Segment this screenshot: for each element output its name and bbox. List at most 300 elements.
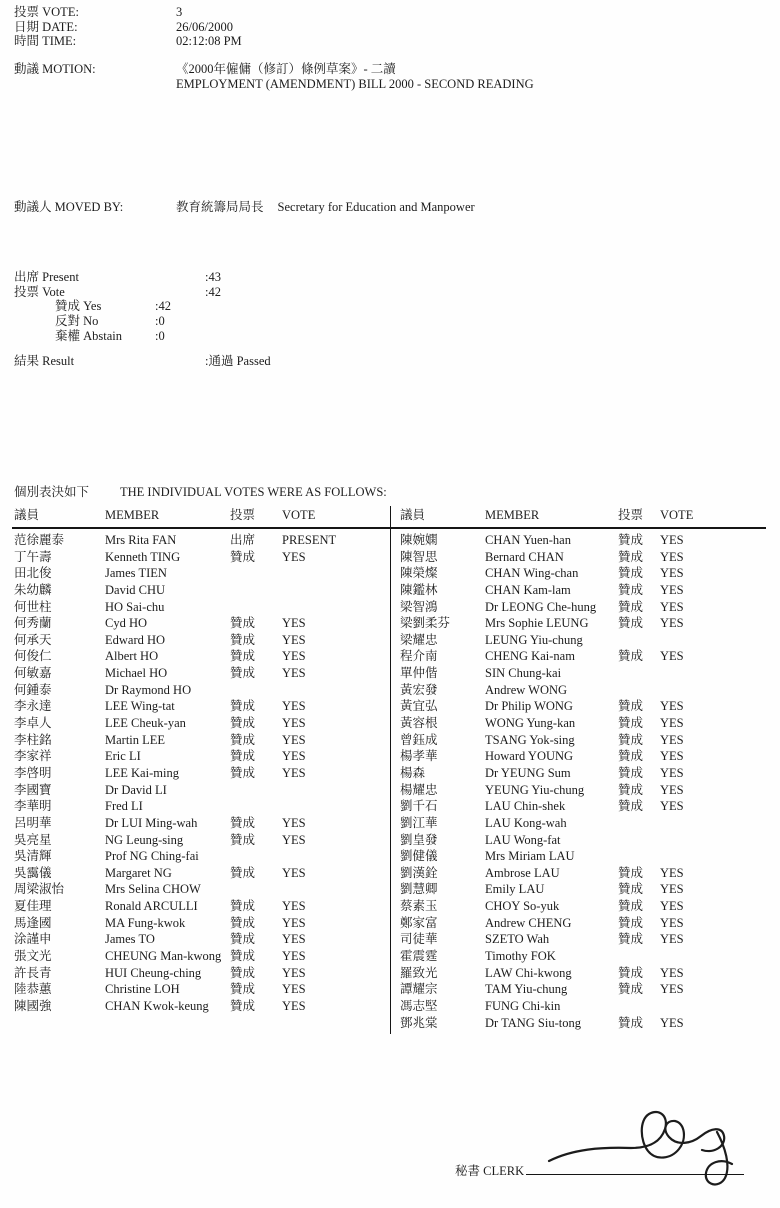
vote-cast-zh: 贊成 xyxy=(230,998,256,1013)
vote-cast-en: YES xyxy=(660,1015,684,1030)
vote-table-right-body xyxy=(390,529,780,1031)
vote-row xyxy=(0,532,390,549)
result-label: 結果 Result xyxy=(14,354,75,369)
member-name-zh: 何俊仁 xyxy=(14,649,52,664)
vote-cast-zh: 贊成 xyxy=(230,549,256,564)
member-name-zh: 許長青 xyxy=(14,965,52,980)
yes-value: :42 xyxy=(155,299,171,314)
vote-cast-zh xyxy=(230,881,282,898)
vote-cast-en: YES xyxy=(660,716,684,731)
member-name-en: LEE Cheuk-yan xyxy=(105,716,186,731)
header-vote-zh: 投票 xyxy=(618,508,644,522)
vote-cast-zh: 贊成 xyxy=(618,865,644,880)
vote-cast-zh: 贊成 xyxy=(230,749,256,764)
vote-cast-en: YES xyxy=(282,716,306,731)
member-name-zh: 劉慧卿 xyxy=(400,882,438,897)
member-name-en: CHAN Kwok-keung xyxy=(105,998,209,1013)
member-name-en: MA Fung-kwok xyxy=(105,915,186,930)
vote-cast-en xyxy=(282,682,390,699)
vote-cast-en: YES xyxy=(282,899,306,914)
summary-present xyxy=(14,270,434,285)
vote-cast-zh: 贊成 xyxy=(230,815,256,830)
vote-row xyxy=(390,599,780,616)
vote-label: 投票 Vote xyxy=(14,284,65,299)
member-name-zh: 劉江華 xyxy=(400,815,438,830)
vote-row xyxy=(390,798,780,815)
vote-cast-en xyxy=(282,848,390,865)
member-name-en: Dr David LI xyxy=(105,782,167,797)
member-name-zh: 鄧兆棠 xyxy=(400,1015,438,1030)
member-name-zh: 劉健儀 xyxy=(400,849,438,864)
vote-cast-zh xyxy=(618,948,660,965)
member-name-en: Dr YEUNG Sum xyxy=(485,765,571,780)
vote-cast-zh: 贊成 xyxy=(618,732,644,747)
motion-label: 動議 MOTION: xyxy=(14,62,96,76)
vote-row xyxy=(390,732,780,749)
member-name-zh: 李國寶 xyxy=(14,782,52,797)
vote-row xyxy=(0,931,390,948)
member-name-en: LEUNG Yiu-chung xyxy=(485,632,583,647)
vote-row xyxy=(390,931,780,948)
yes-label: 贊成 Yes xyxy=(55,299,102,314)
member-name-zh: 李華明 xyxy=(14,799,52,814)
member-name-zh: 楊森 xyxy=(400,765,426,780)
vote-table-right xyxy=(390,505,780,1031)
vote-cast-zh: 贊成 xyxy=(618,649,644,664)
vote-cast-zh: 贊成 xyxy=(618,599,644,614)
vote-row xyxy=(390,532,780,549)
vote-cast-zh xyxy=(230,565,282,582)
vote-cast-en: YES xyxy=(660,865,684,880)
member-name-zh: 吳靄儀 xyxy=(14,865,52,880)
member-name-en: Fred LI xyxy=(105,799,143,814)
member-name-en: LAU Chin-shek xyxy=(485,799,566,814)
motion-title-zh: 《2000年僱傭（修訂）條例草案》- 二讀 xyxy=(176,62,396,76)
vote-cast-en: YES xyxy=(660,882,684,897)
member-name-zh: 陸恭蕙 xyxy=(14,982,52,997)
member-name-zh: 李永達 xyxy=(14,699,52,714)
member-name-en: Martin LEE xyxy=(105,732,166,747)
vote-row xyxy=(390,549,780,566)
vote-cast-en xyxy=(660,948,780,965)
vote-row xyxy=(390,815,780,832)
motion-values xyxy=(176,62,534,92)
moved-by-en: Secretary for Education and Manpower xyxy=(277,200,475,214)
vote-cast-en xyxy=(660,998,780,1015)
member-name-en: Margaret NG xyxy=(105,865,172,880)
motion-title-en: EMPLOYMENT (AMENDMENT) BILL 2000 - SECOND READING xyxy=(176,77,534,91)
member-name-zh: 陳婉嫻 xyxy=(400,533,438,547)
motion-block xyxy=(14,62,770,92)
member-name-en: Kenneth TING xyxy=(105,549,181,564)
vote-row xyxy=(0,599,390,616)
member-name-en: Christine LOH xyxy=(105,982,180,997)
vote-cast-zh: 贊成 xyxy=(230,699,256,714)
vote-row xyxy=(0,998,390,1015)
vote-cast-zh: 贊成 xyxy=(230,949,256,964)
member-name-zh: 丁午壽 xyxy=(14,549,52,564)
vote-cast-en: YES xyxy=(282,832,306,847)
member-name-en: Mrs Sophie LEUNG xyxy=(485,616,589,631)
vote-cast-en: YES xyxy=(660,982,684,997)
vote-cast-zh: 贊成 xyxy=(618,716,644,731)
vote-table-left xyxy=(0,505,390,1015)
member-name-en: Dr Philip WONG xyxy=(485,699,573,714)
vote-cast-zh: 贊成 xyxy=(618,699,644,714)
vote-cast-en: YES xyxy=(660,616,684,631)
vote-row xyxy=(390,698,780,715)
member-name-en: CHEUNG Man-kwong xyxy=(105,949,222,964)
member-name-zh: 吳亮星 xyxy=(14,832,52,847)
vote-row xyxy=(390,715,780,732)
vote-cast-en xyxy=(660,815,780,832)
member-name-zh: 曾鈺成 xyxy=(400,732,438,747)
vote-row xyxy=(390,981,780,998)
vote-cast-en xyxy=(282,798,390,815)
clerk-label: 秘書 CLERK xyxy=(455,1164,525,1178)
member-name-zh: 楊孝華 xyxy=(400,749,438,764)
vote-cast-zh: 贊成 xyxy=(230,765,256,780)
member-name-en: Bernard CHAN xyxy=(485,549,564,564)
vote-cast-zh xyxy=(618,832,660,849)
header-member-zh: 議員 xyxy=(14,508,40,522)
no-label: 反對 No xyxy=(55,314,99,329)
vote-cast-zh xyxy=(618,632,660,649)
member-name-zh: 黃宏發 xyxy=(400,682,438,697)
member-name-en: Dr LEONG Che-hung xyxy=(485,599,597,614)
member-name-en: Edward HO xyxy=(105,632,166,647)
header-member-en: MEMBER xyxy=(485,508,540,522)
member-name-zh: 鄭家富 xyxy=(400,915,438,930)
vote-cast-zh: 贊成 xyxy=(618,965,644,980)
summary-abstain xyxy=(14,329,434,344)
member-name-zh: 劉皇發 xyxy=(400,832,438,847)
vote-cast-en: YES xyxy=(660,749,684,764)
vote-cast-zh xyxy=(230,848,282,865)
clerk-signature-line xyxy=(526,1160,744,1175)
member-name-zh: 程介南 xyxy=(400,649,438,664)
vote-cast-en: YES xyxy=(660,782,684,797)
vote-cast-zh xyxy=(230,682,282,699)
vote-row xyxy=(0,815,390,832)
member-name-zh: 陳智思 xyxy=(400,549,438,564)
vote-row xyxy=(0,715,390,732)
vote-row xyxy=(390,665,780,682)
vote-cast-en: YES xyxy=(660,965,684,980)
vote-cast-zh: 贊成 xyxy=(618,582,644,597)
vote-cast-zh: 贊成 xyxy=(618,982,644,997)
member-name-en: HUI Cheung-ching xyxy=(105,965,202,980)
no-value: :0 xyxy=(155,314,165,329)
present-label: 出席 Present xyxy=(14,270,79,284)
header-vote-en: VOTE xyxy=(660,508,694,522)
vote-cast-en: YES xyxy=(660,582,684,597)
vote-cast-zh: 贊成 xyxy=(618,749,644,764)
vote-cast-zh: 贊成 xyxy=(618,549,644,564)
header-member-zh: 議員 xyxy=(400,508,426,522)
vote-cast-en xyxy=(282,599,390,616)
abstain-value: :0 xyxy=(155,328,165,343)
vote-cast-en: YES xyxy=(660,699,684,714)
vote-row xyxy=(390,682,780,699)
member-name-zh: 陳榮燦 xyxy=(400,566,438,581)
vote-cast-zh: 贊成 xyxy=(230,649,256,664)
member-name-en: Dr TANG Siu-tong xyxy=(485,1015,581,1030)
vote-row xyxy=(0,948,390,965)
member-name-zh: 劉千石 xyxy=(400,799,438,814)
vote-cast-en: YES xyxy=(660,599,684,614)
vote-row xyxy=(390,582,780,599)
member-name-en: Cyd HO xyxy=(105,616,148,631)
member-name-en: CHAN Yuen-han xyxy=(485,533,571,547)
member-name-en: Andrew WONG xyxy=(485,682,568,697)
member-name-en: CHAN Wing-chan xyxy=(485,566,579,581)
vote-cast-en: YES xyxy=(282,749,306,764)
member-name-zh: 李家祥 xyxy=(14,749,52,764)
member-name-en: Timothy FOK xyxy=(485,949,556,964)
vote-cast-en xyxy=(282,565,390,582)
moved-by-label: 動議人 MOVED BY: xyxy=(14,200,124,214)
vote-cast-zh xyxy=(618,682,660,699)
vote-row xyxy=(390,998,780,1015)
vote-cast-zh: 贊成 xyxy=(230,982,256,997)
summary-vote xyxy=(14,285,434,300)
vote-cast-en: YES xyxy=(282,932,306,947)
vote-cast-en: YES xyxy=(282,949,306,964)
member-name-en: Dr Raymond HO xyxy=(105,682,192,697)
member-name-en: CHOY So-yuk xyxy=(485,899,560,914)
member-name-en: WONG Yung-kan xyxy=(485,716,576,731)
vote-cast-en: PRESENT xyxy=(282,533,337,547)
vote-row xyxy=(0,632,390,649)
member-name-en: NG Leung-sing xyxy=(105,832,184,847)
member-name-zh: 楊耀忠 xyxy=(400,782,438,797)
member-name-en: LAU Wong-fat xyxy=(485,832,561,847)
vote-cast-zh: 贊成 xyxy=(618,882,644,897)
vote-cast-zh: 贊成 xyxy=(618,1015,644,1030)
vote-row xyxy=(0,782,390,799)
vote-cast-zh: 贊成 xyxy=(618,616,644,631)
member-name-en: Ambrose LAU xyxy=(485,865,560,880)
vote-cast-en: YES xyxy=(660,899,684,914)
meta-row-time xyxy=(14,34,770,49)
member-name-zh: 梁劉柔芬 xyxy=(400,616,451,631)
member-name-en: Albert HO xyxy=(105,649,159,664)
member-name-en: LEE Wing-tat xyxy=(105,699,175,714)
vote-cast-zh: 贊成 xyxy=(230,732,256,747)
vote-cast-zh: 贊成 xyxy=(230,632,256,647)
vote-cast-en: YES xyxy=(282,549,306,564)
member-name-zh: 陳國強 xyxy=(14,998,52,1013)
member-name-en: Andrew CHENG xyxy=(485,915,572,930)
vote-row xyxy=(390,948,780,965)
vote-cast-zh: 贊成 xyxy=(618,799,644,814)
vote-row xyxy=(0,549,390,566)
vote-cast-en xyxy=(660,848,780,865)
result-value: :通過 Passed xyxy=(205,354,271,369)
member-name-zh: 司徒華 xyxy=(400,932,438,947)
member-name-zh: 單仲偕 xyxy=(400,666,438,681)
member-name-zh: 朱幼麟 xyxy=(14,582,52,597)
vote-row xyxy=(0,981,390,998)
vote-cast-en: YES xyxy=(282,965,306,980)
member-name-en: HO Sai-chu xyxy=(105,599,165,614)
vote-row xyxy=(0,615,390,632)
vote-cast-zh xyxy=(230,582,282,599)
vote-row xyxy=(390,832,780,849)
member-name-zh: 李柱銘 xyxy=(14,732,52,747)
vote-cast-en: YES xyxy=(282,699,306,714)
vote-cast-en xyxy=(660,665,780,682)
member-name-zh: 夏佳理 xyxy=(14,899,52,914)
member-name-en: Dr LUI Ming-wah xyxy=(105,815,198,830)
summary-yes xyxy=(14,299,434,314)
vote-row xyxy=(390,765,780,782)
vote-cast-en: YES xyxy=(282,865,306,880)
member-name-en: LEE Kai-ming xyxy=(105,765,179,780)
vote-row xyxy=(390,915,780,932)
member-name-zh: 黃宜弘 xyxy=(400,699,438,714)
vote-row xyxy=(0,682,390,699)
vote-row xyxy=(0,565,390,582)
member-name-zh: 梁耀忠 xyxy=(400,632,438,647)
vote-row xyxy=(0,732,390,749)
member-name-en: Prof NG Ching-fai xyxy=(105,849,199,864)
clerk-line xyxy=(455,1160,744,1179)
member-name-zh: 范徐麗泰 xyxy=(14,533,65,547)
moved-by-zh: 教育統籌局局長 xyxy=(176,200,264,214)
vote-cast-en: YES xyxy=(282,632,306,647)
vote-cast-en: YES xyxy=(282,732,306,747)
vote-row xyxy=(0,848,390,865)
vote-cast-zh xyxy=(230,599,282,616)
member-name-zh: 涂謹申 xyxy=(14,932,52,947)
vote-cast-zh: 贊成 xyxy=(618,899,644,914)
member-name-zh: 何秀蘭 xyxy=(14,616,52,631)
vote-row xyxy=(0,648,390,665)
member-name-en: James TO xyxy=(105,932,155,947)
vote-row xyxy=(390,848,780,865)
vote-cast-en: YES xyxy=(282,982,306,997)
member-name-zh: 何敏嘉 xyxy=(14,666,52,681)
vote-cast-en xyxy=(660,682,780,699)
member-name-zh: 李啓明 xyxy=(14,765,52,780)
vote-cast-zh: 贊成 xyxy=(230,832,256,847)
vote-row xyxy=(390,615,780,632)
member-name-zh: 霍震霆 xyxy=(400,949,438,964)
member-name-en: SIN Chung-kai xyxy=(485,666,562,681)
time-label: 時間 TIME: xyxy=(14,34,77,49)
member-name-en: Michael HO xyxy=(105,666,168,681)
member-name-en: LAU Kong-wah xyxy=(485,815,567,830)
vote-cast-zh: 贊成 xyxy=(230,716,256,731)
vote-row xyxy=(390,748,780,765)
vote-cast-en: YES xyxy=(660,566,684,581)
individual-heading-en: THE INDIVIDUAL VOTES WERE AS FOLLOWS: xyxy=(120,485,387,499)
member-name-zh: 何世柱 xyxy=(14,599,52,614)
vote-number-label: 投票 VOTE: xyxy=(14,5,79,19)
vote-row xyxy=(0,915,390,932)
vote-row xyxy=(390,1015,780,1032)
vote-cast-en: YES xyxy=(660,533,684,547)
vote-table-right-header xyxy=(390,505,780,527)
vote-number-value: 3 xyxy=(176,5,183,19)
vote-table xyxy=(0,505,780,1037)
summary-block xyxy=(14,270,434,369)
member-name-en: Ronald ARCULLI xyxy=(105,899,198,914)
member-name-en: Mrs Selina CHOW xyxy=(105,882,201,897)
member-name-zh: 劉漢銓 xyxy=(400,865,438,880)
vote-row xyxy=(390,565,780,582)
vote-cast-zh: 贊成 xyxy=(618,782,644,797)
vote-row xyxy=(0,748,390,765)
vote-cast-zh: 出席 xyxy=(230,533,256,547)
member-name-zh: 譚耀宗 xyxy=(400,982,438,997)
vote-row xyxy=(390,782,780,799)
vote-cast-en xyxy=(282,782,390,799)
summary-no xyxy=(14,314,434,329)
member-name-zh: 何鍾泰 xyxy=(14,682,52,697)
vote-cast-en: YES xyxy=(282,815,306,830)
vote-row xyxy=(0,881,390,898)
vote-table-left-body xyxy=(0,529,390,1015)
vote-row xyxy=(0,965,390,982)
vote-cast-en: YES xyxy=(660,649,684,664)
vote-row xyxy=(0,898,390,915)
vote-cast-zh: 贊成 xyxy=(230,915,256,930)
vote-row xyxy=(390,865,780,882)
vote-cast-zh: 贊成 xyxy=(618,915,644,930)
member-name-zh: 李卓人 xyxy=(14,716,52,731)
vote-cast-zh: 贊成 xyxy=(230,666,256,681)
vote-row xyxy=(0,582,390,599)
time-value: 02:12:08 PM xyxy=(176,34,242,49)
vote-row xyxy=(0,765,390,782)
vote-cast-en: YES xyxy=(660,915,684,930)
member-name-en: CHENG Kai-nam xyxy=(485,649,575,664)
vote-cast-en: YES xyxy=(660,932,684,947)
moved-by-block xyxy=(14,200,475,215)
vote-cast-zh xyxy=(618,998,660,1015)
date-label: 日期 DATE: xyxy=(14,19,78,34)
vote-cast-zh xyxy=(618,848,660,865)
vote-cast-zh xyxy=(230,782,282,799)
vote-table-left-header xyxy=(0,505,390,527)
present-value: :43 xyxy=(205,270,221,284)
member-name-en: TAM Yiu-chung xyxy=(485,982,568,997)
meta-row-date xyxy=(14,20,770,35)
member-name-en: LAW Chi-kwong xyxy=(485,965,572,980)
member-name-zh: 梁智鴻 xyxy=(400,599,438,614)
member-name-zh: 羅致光 xyxy=(400,965,438,980)
member-name-zh: 馮志堅 xyxy=(400,998,438,1013)
member-name-zh: 呂明華 xyxy=(14,815,52,830)
vote-cast-en: YES xyxy=(660,799,684,814)
member-name-en: FUNG Chi-kin xyxy=(485,998,561,1013)
member-name-en: YEUNG Yiu-chung xyxy=(485,782,585,797)
vote-cast-en: YES xyxy=(282,649,306,664)
member-name-zh: 吳清輝 xyxy=(14,849,52,864)
vote-cast-zh: 贊成 xyxy=(618,765,644,780)
vote-cast-en: YES xyxy=(282,998,306,1013)
vote-cast-en: YES xyxy=(282,666,306,681)
member-name-en: James TIEN xyxy=(105,566,167,581)
vote-row xyxy=(0,865,390,882)
vote-cast-zh: 贊成 xyxy=(618,533,644,547)
individual-votes-heading xyxy=(14,485,387,500)
header-vote-en: VOTE xyxy=(282,508,316,522)
vote-cast-zh: 贊成 xyxy=(230,616,256,631)
